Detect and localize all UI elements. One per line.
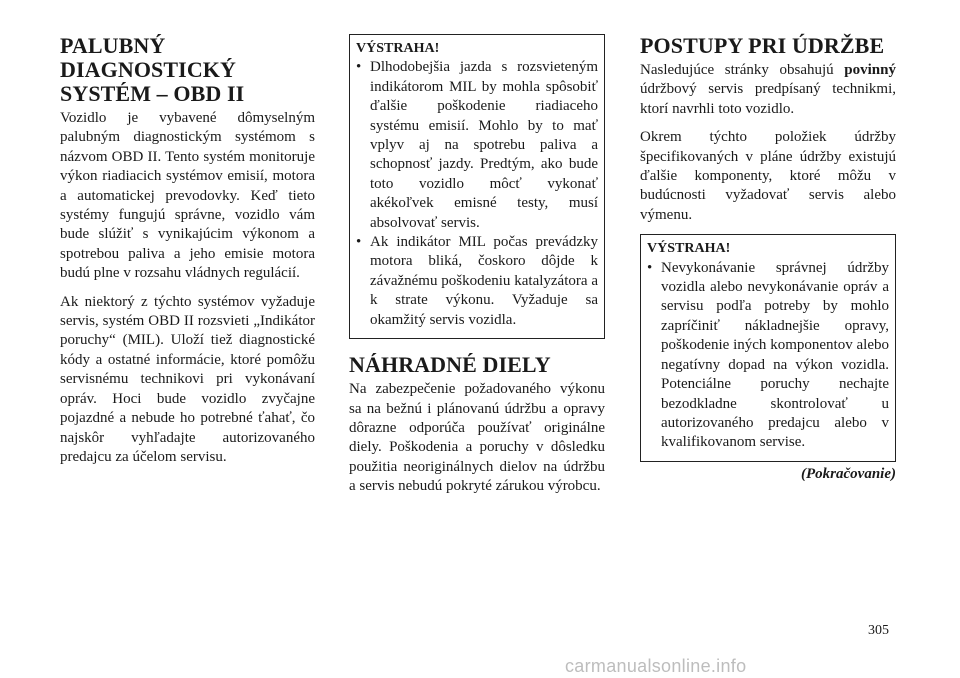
column-left <box>60 34 315 476</box>
column-middle <box>349 34 605 506</box>
warning-box-maintenance <box>640 234 896 461</box>
obd-paragraph-2: Ak niektorý z týchto systémov vyžaduje servis, systém OBD II rozsvieti „Indikátor poruchy“ (MIL). Uloží tiež diagnostické kódy a ostatné informácie, ktoré pomôžu servisnému technikovi pri vykonávaní opráv. Hoci bude vozidlo zvyčajne pojazdné a nebude ho potrebné ťahať, čo najskôr vyhľadajte autorizovaného predajcu za účelom servisu. <box>60 293 315 465</box>
warning-list <box>647 259 889 453</box>
warning-box-mil <box>349 34 605 339</box>
maintenance-paragraph-2: Okrem týchto položiek údržby špecifikovaných v pláne údržby existujú ďalšie komponenty, ktoré môžu v budúcnosti vyžadovať servis alebo výmenu. <box>640 129 896 223</box>
spare-parts-paragraph: Na zabezpečenie požadovaného výkonu sa na bežnú i plánovanú údržbu a opravy dôrazne odporúča používať originálne diely. Poškodenia a poruchy v dôsledku použitia neoriginálnych dielov na údržbu a servis nebudú pokryté zárukou výrobcu. <box>349 381 605 495</box>
page-number: 305 <box>868 623 889 638</box>
watermark: carmanualsonline.info <box>565 656 747 676</box>
obd-heading: PALUBNÝ DIAGNOSTICKÝ SYSTÉM – OBD II <box>60 33 245 106</box>
maintenance-heading: POSTUPY PRI ÚDRŽBE <box>640 33 885 58</box>
continued-label: (Pokračovanie) <box>801 465 896 482</box>
spare-parts-heading: NÁHRADNÉ DIELY <box>349 352 551 378</box>
warning-item: • Ak indikátor MIL počas prevádzky motora bliká, čoskoro dôjde k závažnému poškodeniu katalyzátora a k strate výkonu. Vyžaduje sa okamžitý servis vozidla. <box>356 233 598 330</box>
text-run: Nasledujúce stránky obsahujú <box>640 62 845 78</box>
warning-title: VÝSTRAHA! <box>647 241 731 257</box>
obd-paragraph-1: Vozidlo je vybavené dômyselným palubným diagnostickým systémom s názvom OBD II. Tento systém monitoruje výkon riadiacich systémov emisií, motora a automatickej prevodovky. Keď tieto systémy fungujú správne, vozidlo vám bude slúžiť s vynikajúcim výkonom a spotrebou paliva a jeho emisie motora budú plne v rozsahu vládnych regulácií. <box>60 110 315 282</box>
warning-list <box>356 58 598 330</box>
warning-title: VÝSTRAHA! <box>356 41 440 56</box>
emphasis-text: povinný <box>844 62 896 78</box>
column-right <box>640 34 896 483</box>
warning-item: • Nevykonávanie správnej údržby vozidla alebo nevykonávanie opráv a servisu podľa potreby by mohlo zapríčiniť nákladnejšie opravy, poškodenie iných komponentov alebo negatívny dopad na výkon vozidla. Potenciálne poruchy nechajte bezodkladne skontrolovať u autorizovaného predajcu alebo v kvalifikovanom servise. <box>647 259 889 453</box>
warning-item: • Dlhodobejšia jazda s rozsvieteným indikátorom MIL by mohla spôsobiť ďalšie poškodenie riadiaceho systému emisií. Mohlo by to mať vplyv aj na spotrebu paliva a schopnosť jazdy. Predtým, ako bude toto vozidlo môcť vykonať akékoľvek emisné testy, musí absolvovať servis. <box>356 58 598 233</box>
maintenance-paragraph-1 <box>640 61 896 119</box>
text-run: údržbový servis predpísaný technikmi, ktorí navrhli toto vozidlo. <box>640 81 896 117</box>
